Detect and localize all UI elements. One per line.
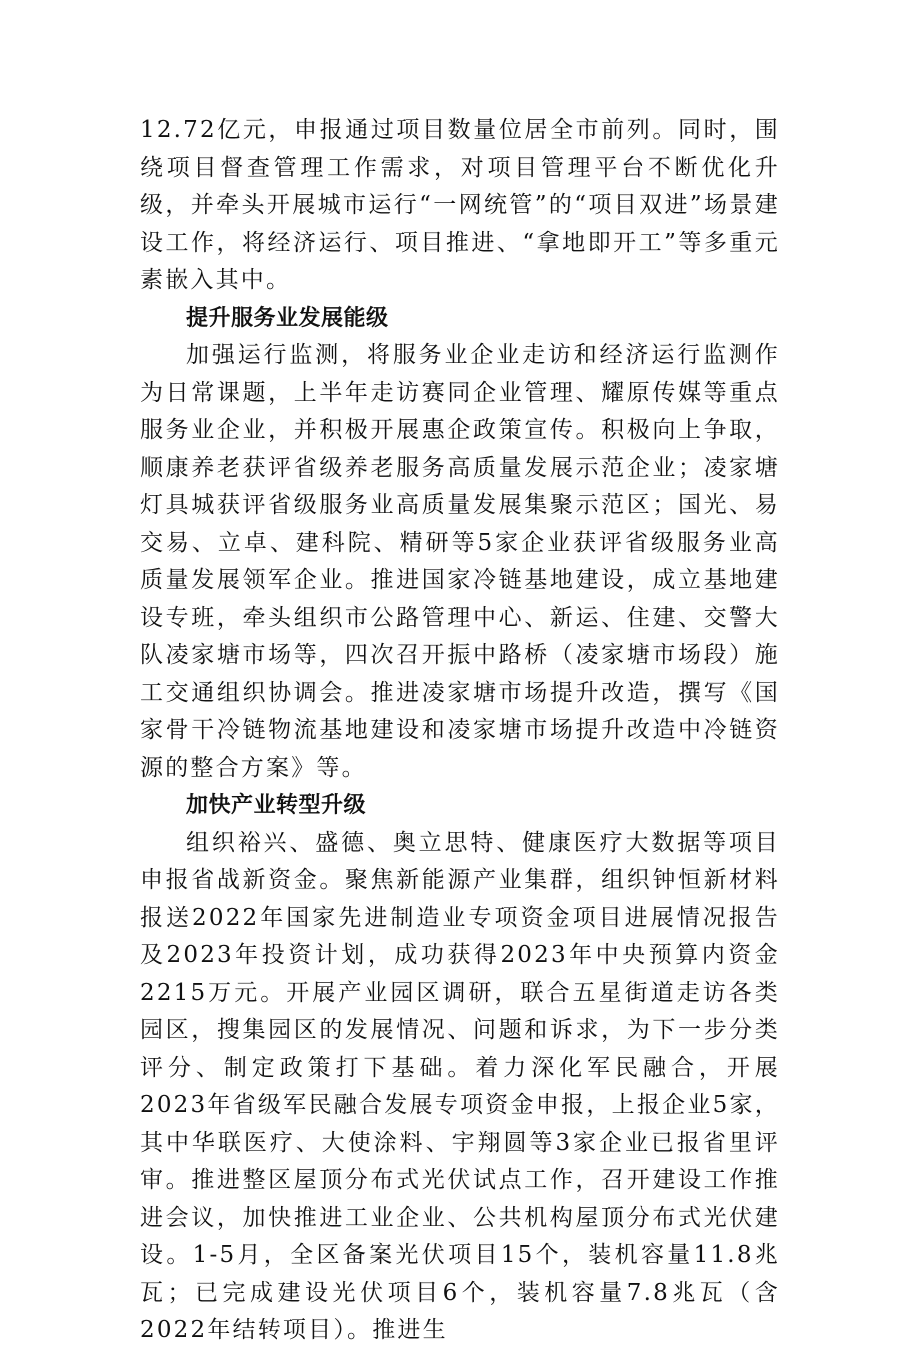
paragraph-continued: 12.72亿元，申报通过项目数量位居全市前列。同时，围绕项目督查管理工作需求，对项目管理平台不断优化升级，并牵头开展城市运行“一网统管”的“项目双进”场景建设工作，将经济运行、项目推进、“拿地即开工”等多重元素嵌入其中。 xyxy=(140,117,780,293)
section-heading-service-industry: 提升服务业发展能级 xyxy=(186,305,389,331)
section-heading-industrial-upgrade: 加快产业转型升级 xyxy=(186,793,367,818)
paragraph-industrial-upgrade: 组织裕兴、盛德、奥立思特、健康医疗大数据等项目申报省战新资金。聚焦新能源产业集群，组织钟恒新材料报送2022年国家先进制造业专项资金项目进展情况报告及2023年投资计划，成功获得2023年中央预算内资金2215万元。开展产业园区调研，联合五星街道走访各类园区，搜集园区的发展情况、问题和诉求，为下一步分类评分、制定政策打下基础。着力深化军民融合，开展2023年省级军民融合发展专项资金申报，上报企业5家，其中华联医疗、大使涂料、宇翔圆等3家企业已报省里评审。推进整区屋顶分布式光伏试点工作，召开建设工作推进会议，加快推进工业企业、公共机构屋顶分布式光伏建设。1-5月，全区备案光伏项目15个，装机容量11.8兆瓦；已完成建设光伏项目6个，装机容量7.8兆瓦（含2022年结转项目）。推进生 xyxy=(140,829,780,1343)
paragraph-service-industry: 加强运行监测，将服务业企业走访和经济运行监测作为日常课题，上半年走访赛同企业管理、耀原传媒等重点服务业企业，并积极开展惠企政策宣传。积极向上争取，顺康养老获评省级养老服务高质量发展示范企业；凌家塘灯具城获评省级服务业高质量发展集聚示范区；国光、易交易、立卓、建科院、精研等5家企业获评省级服务业高质量发展领军企业。推进国家冷链基地建设，成立基地建设专班，牵头组织市公路管理中心、新运、住建、交警大队凌家塘市场等，四次召开振中路桥（凌家塘市场段）施工交通组织协调会。推进凌家塘市场提升改造，撰写《国家骨干冷链物流基地建设和凌家塘市场提升改造中冷链资源的整合方案》等。 xyxy=(140,342,780,781)
document-body xyxy=(140,112,780,1350)
